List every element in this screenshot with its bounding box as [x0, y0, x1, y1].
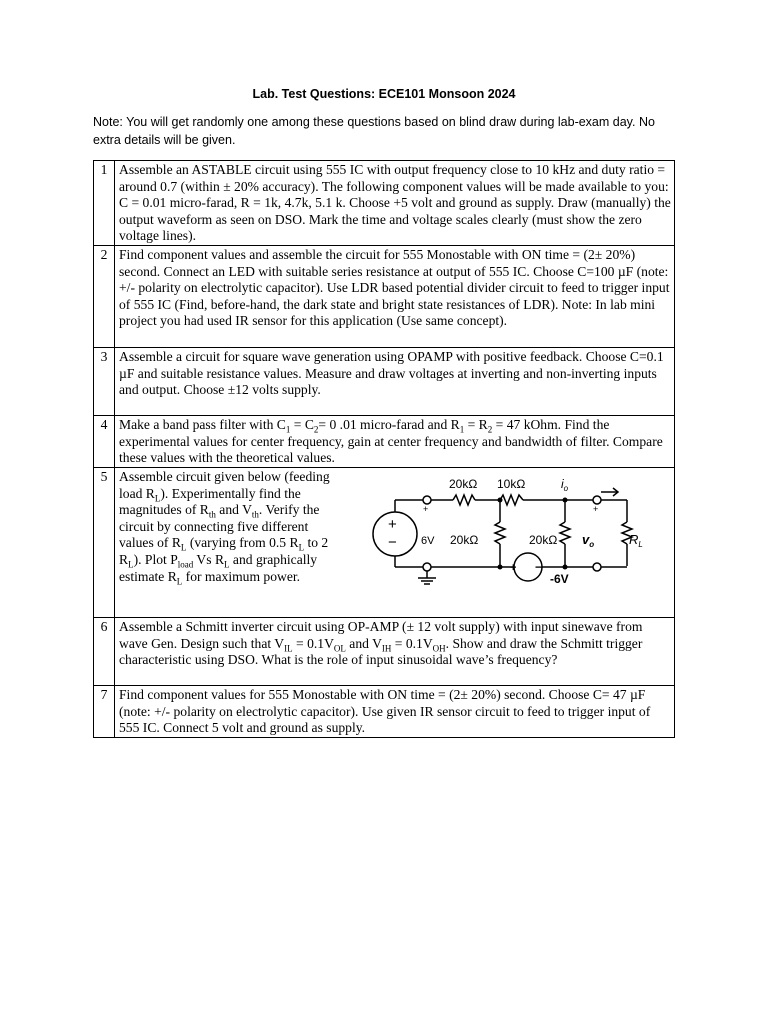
resistor-20k-right [560, 522, 570, 544]
question-row-6 [94, 618, 675, 686]
svg-text:+: + [423, 504, 429, 514]
question-number: 3 [94, 348, 115, 416]
question-row-5 [94, 468, 675, 618]
page-title: Lab. Test Questions: ECE101 Monsoon 2024 [252, 87, 516, 101]
terminal-node [423, 563, 431, 571]
circuit-diagram [365, 472, 665, 595]
question-row-3 [94, 348, 675, 416]
resistor-10k [500, 495, 523, 505]
r1-label: 20kΩ [449, 477, 478, 491]
question-text: Assemble a Schmitt inverter circuit using OP-AMP (± 12 volt supply) with input sinewave from wave Gen. Design such that $V_{IL} = 0.1V_{OL}$ and $V_{IH} = 0.1V_{OH}$. Show and draw the Schmitt trigger characteristic using DSO. What is the role of input sinusoidal wave’s frequency? [119, 619, 643, 668]
r2-label: 10kΩ [497, 477, 526, 491]
question-number: 6 [94, 618, 115, 686]
question-number: 7 [94, 686, 115, 738]
question-row-4 [94, 416, 675, 468]
source-label: 6V [421, 535, 435, 547]
question-row-2 [94, 246, 675, 348]
r4-label: 20kΩ [529, 533, 558, 547]
questions-table [93, 160, 675, 738]
question-text: Assemble an ASTABLE circuit using 555 IC with output frequency close to 10 kHz and duty ratio = around 0.7 (within ± 20% accuracy). The following component values will be made available to you: C = 0.01 micro-farad, R = 1k, 4.7k, 5.1 k. Choose +5 volt and ground as supply. Draw (manually) the output waveform as seen on DSO. Mark the time and voltage scales clearly (must show the zero voltage lines). [119, 162, 671, 244]
vout-label: $v_o$ [582, 532, 595, 549]
output-terminal-bottom [593, 563, 601, 571]
question-number: 4 [94, 416, 115, 468]
circuit-schematic [365, 472, 655, 590]
current-label: $i_o$ [561, 477, 569, 493]
question-text: Assemble circuit given below (feeding load $R_L$). Experimentally find the magnitudes of $R_{th}$ and $V_{th}$. Verify the circuit by connecting five different values of $R_L$ (varying from 0.5 $R_L$ to 2 $R_L$). Plot $P_{load}$ Vs $R_L$ and graphically estimate $R_L$ for maximum power. [119, 469, 330, 587]
output-terminal-top [593, 496, 601, 504]
question-text: Make a band pass filter with $C_1 = C_2= 0$ .01 micro-farad and $R_1 = R_2 = 47$ kOhm. Find the experimental values for center frequency, gain at center frequency and bandwidth of filter. Compare these values with the theoretical values. [119, 417, 663, 466]
question-number: 1 [94, 161, 115, 246]
load-label: $R_L$ [629, 532, 643, 549]
svg-text:+: + [510, 562, 517, 574]
resistor-20k-mid [495, 522, 505, 544]
resistor-20k-top [453, 495, 475, 505]
question-row-1 [94, 161, 675, 246]
question-number: 5 [94, 468, 115, 618]
question-text: Find component values and assemble the circuit for 555 Monostable with ON time = (2± 20%) second. Connect an LED with suitable series resistance at output of 555 IC. Choose C=100 µF (note: +/- polarity on electrolytic capacitor). Use LDR based potential divider circuit to feed to trigger input of 555 IC (Find, before-hand, the dark state and bright state resistances of LDR). Note: In lab mini project you had used IR sensor for this application (Use same concept). [119, 247, 670, 329]
question-number: 2 [94, 246, 115, 348]
terminal-node [423, 496, 431, 504]
source-plus: + [388, 516, 397, 533]
question-text: Find component values for 555 Monostable with ON time = (2± 20%) second. Choose C= 47 µF (note: +/- polarity on electrolytic capacitor). Use given IR sensor circuit to feed to trigger input of 555 IC. Connect 5 volt and ground as supply. [119, 687, 651, 736]
exam-note: Note: You will get randomly one among these questions based on blind draw during lab-exam day. No extra details will be given. [93, 115, 655, 147]
question-text: Assemble a circuit for square wave generation using OPAMP with positive feedback. Choose C=0.1 µF and suitable resistance values. Measure and draw voltages at inverting and non-inverting inputs and output. Choose ±12 volts supply. [119, 349, 664, 398]
r3-label: 20kΩ [450, 533, 479, 547]
question-row-7 [94, 686, 675, 738]
dependent-source-label: -6V [550, 572, 569, 586]
svg-text:+: + [593, 504, 599, 514]
svg-text:−: − [535, 560, 543, 574]
source-minus: − [388, 534, 397, 551]
